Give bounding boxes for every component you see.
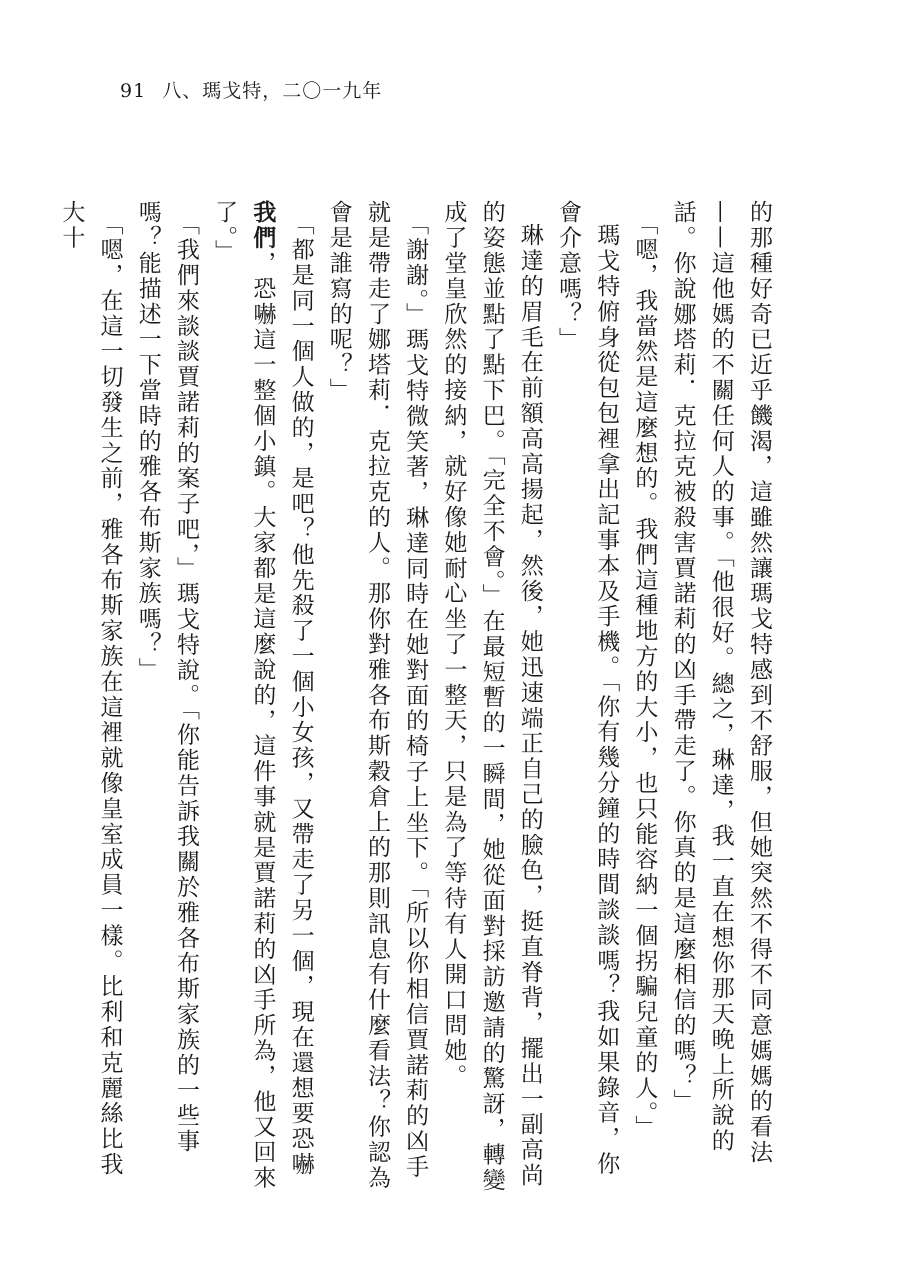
paragraph bbox=[205, 200, 320, 1200]
paragraph-segment: 「都是同一個人做的，是吧？他先殺了一個小女孩，又帶走了另一個，現在還想要恐嚇 bbox=[287, 211, 314, 1177]
paragraph: 「謝謝。」瑪戈特微笑著，琳達同時在她對面的椅子上坐下。「所以你相信賈諾莉的凶手就是帶走了娜塔莉．克拉克的人。那你對雅各布斯穀倉上的那則訊息有什麼看法？你認為會是誰寫的呢？」 bbox=[325, 200, 429, 1191]
chapter-title: 八、瑪戈特，二〇一九年 bbox=[162, 80, 383, 102]
body-text bbox=[58, 200, 778, 1200]
paragraph: 瑪戈特俯身從包包裡拿出記事本及手機。「你有幾分鐘的時間談談嗎？我如果錄音，你會介意嗎？」 bbox=[554, 200, 620, 1177]
paragraph: 「我們來談談賈諾莉的案子吧，」瑪戈特說。「你能告訴我關於雅各布斯家族的一些事嗎？能描述一下當時的雅各布斯家族嗎？」 bbox=[134, 200, 199, 1154]
paragraph: 的那種好奇已近乎饑渴，這雖然讓瑪戈特感到不舒服，但她突然不得不同意媽媽的看法——這他媽的不關任何人的事。「他很好。總之，琳達，我一直在想你那天晚上所說的話。你說娜塔莉．克拉克被殺害賈諾莉的凶手帶走了。你真的是這麼相信的嗎？」 bbox=[669, 200, 772, 1166]
paragraph: 「嗯，在這一切發生之前，雅各布斯家族在這裡就像皇室成員一樣。比利和克麗絲比我大十 bbox=[58, 200, 123, 1177]
paragraph: 琳達的眉毛在前額高高揚起，然後，她迅速端正自己的臉色，挺直脊背，擺出一副高尚的姿態並點了點下巴。「完全不會。」在最短暫的一瞬間，她從面對採訪邀請的驚訝，轉變成了堂皇欣然的接納，就好像她耐心坐了一整天，只是為了等待有人開口問她。 bbox=[440, 200, 543, 1193]
paragraph-segment: ，恐嚇這一整個小鎮。大家都是這麼說的，這件事就是賈諾莉的凶手所為，他又回來了。」 bbox=[211, 200, 276, 1191]
running-header bbox=[120, 78, 382, 104]
paragraph: 「嗯，我當然是這麼想的。我們這種地方的大小，也只能容納一個拐騙兒童的人。」 bbox=[631, 211, 658, 1140]
emphasized-word: 我們 bbox=[249, 200, 277, 251]
page-number: 91 bbox=[120, 80, 147, 102]
